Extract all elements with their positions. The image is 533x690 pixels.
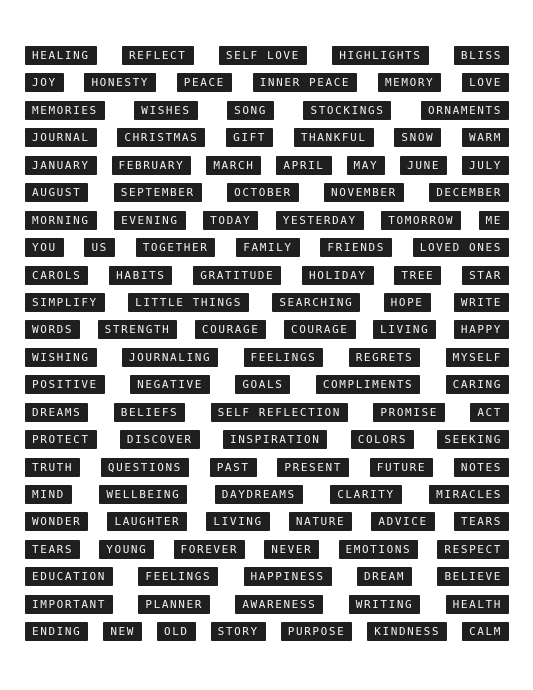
word-label: US bbox=[84, 238, 114, 257]
word-label: JOURNALING bbox=[122, 348, 218, 367]
word-label: MAY bbox=[347, 156, 386, 175]
word-label: NEW bbox=[103, 622, 142, 641]
word-label: CAROLS bbox=[25, 266, 88, 285]
word-label: ME bbox=[479, 211, 509, 230]
word-label: WONDER bbox=[25, 512, 88, 531]
word-label: TEARS bbox=[25, 540, 80, 559]
label-row bbox=[25, 595, 509, 614]
word-label: YOUNG bbox=[99, 540, 154, 559]
word-label: HAPPINESS bbox=[244, 567, 332, 586]
word-label: WRITING bbox=[349, 595, 421, 614]
word-label: GOALS bbox=[235, 375, 290, 394]
word-label: WISHING bbox=[25, 348, 97, 367]
label-row bbox=[25, 375, 509, 394]
word-label: ORNAMENTS bbox=[421, 101, 509, 120]
word-label: WORDS bbox=[25, 320, 80, 339]
word-label: SELF LOVE bbox=[219, 46, 307, 65]
word-label: YESTERDAY bbox=[276, 211, 364, 230]
word-label: TEARS bbox=[454, 512, 509, 531]
word-label: NOTES bbox=[454, 458, 509, 477]
word-label: COLORS bbox=[351, 430, 414, 449]
label-row bbox=[25, 567, 509, 586]
label-row bbox=[25, 320, 509, 339]
label-row bbox=[25, 238, 509, 257]
word-label: TRUTH bbox=[25, 458, 80, 477]
word-label: HOPE bbox=[384, 293, 431, 312]
word-label: MYSELF bbox=[446, 348, 509, 367]
word-label: SIMPLIFY bbox=[25, 293, 105, 312]
word-label: EVENING bbox=[114, 211, 186, 230]
label-row bbox=[25, 128, 509, 147]
word-label: HABITS bbox=[109, 266, 172, 285]
word-label: DREAM bbox=[357, 567, 412, 586]
word-label: FRIENDS bbox=[320, 238, 392, 257]
word-label: REGRETS bbox=[349, 348, 421, 367]
word-label: STRENGTH bbox=[98, 320, 178, 339]
label-sheet bbox=[25, 46, 509, 650]
word-label: DREAMS bbox=[25, 403, 88, 422]
word-label: EMOTIONS bbox=[339, 540, 419, 559]
word-label: GRATITUDE bbox=[193, 266, 281, 285]
label-row bbox=[25, 622, 509, 641]
word-label: PEACE bbox=[177, 73, 232, 92]
word-label: SEEKING bbox=[437, 430, 509, 449]
word-label: CLARITY bbox=[330, 485, 402, 504]
word-label: MARCH bbox=[206, 156, 261, 175]
word-label: MIND bbox=[25, 485, 72, 504]
word-label: HEALING bbox=[25, 46, 97, 65]
word-label: ADVICE bbox=[371, 512, 434, 531]
word-label: BELIEFS bbox=[114, 403, 186, 422]
word-label: PURPOSE bbox=[281, 622, 353, 641]
word-label: YOU bbox=[25, 238, 64, 257]
word-label: STOCKINGS bbox=[303, 101, 391, 120]
word-label: STAR bbox=[462, 266, 509, 285]
word-label: STORY bbox=[211, 622, 266, 641]
label-row bbox=[25, 73, 509, 92]
word-label: INNER PEACE bbox=[253, 73, 357, 92]
word-label: COURAGE bbox=[284, 320, 356, 339]
word-label: COMPLIMENTS bbox=[316, 375, 420, 394]
word-label: BLISS bbox=[454, 46, 509, 65]
word-label: CALM bbox=[462, 622, 509, 641]
word-label: SELF REFLECTION bbox=[211, 403, 348, 422]
word-label: PRESENT bbox=[277, 458, 349, 477]
word-label: PROMISE bbox=[373, 403, 445, 422]
word-label: AUGUST bbox=[25, 183, 88, 202]
word-label: TODAY bbox=[203, 211, 258, 230]
word-label: WELLBEING bbox=[99, 485, 187, 504]
word-label: HEALTH bbox=[446, 595, 509, 614]
label-row bbox=[25, 458, 509, 477]
word-label: SNOW bbox=[394, 128, 441, 147]
word-label: OCTOBER bbox=[227, 183, 299, 202]
label-row bbox=[25, 101, 509, 120]
word-label: TOMORROW bbox=[381, 211, 461, 230]
label-row bbox=[25, 512, 509, 531]
word-label: MORNING bbox=[25, 211, 97, 230]
word-label: HONESTY bbox=[84, 73, 156, 92]
label-row bbox=[25, 485, 509, 504]
word-label: BELIEVE bbox=[437, 567, 509, 586]
word-label: FEELINGS bbox=[138, 567, 218, 586]
word-label: JULY bbox=[462, 156, 509, 175]
word-label: QUESTIONS bbox=[101, 458, 189, 477]
word-label: LIVING bbox=[206, 512, 269, 531]
word-label: NOVEMBER bbox=[324, 183, 404, 202]
word-label: LOVE bbox=[462, 73, 509, 92]
word-label: PLANNER bbox=[138, 595, 210, 614]
word-label: FOREVER bbox=[174, 540, 246, 559]
word-label: JOURNAL bbox=[25, 128, 97, 147]
label-row bbox=[25, 430, 509, 449]
word-label: THANKFUL bbox=[294, 128, 374, 147]
word-label: WRITE bbox=[454, 293, 509, 312]
word-label: FEBRUARY bbox=[112, 156, 192, 175]
word-label: NATURE bbox=[289, 512, 352, 531]
word-label: WARM bbox=[462, 128, 509, 147]
word-label: JUNE bbox=[400, 156, 447, 175]
word-label: LOVED ONES bbox=[413, 238, 509, 257]
word-label: LAUGHTER bbox=[107, 512, 187, 531]
word-label: EDUCATION bbox=[25, 567, 113, 586]
word-label: OLD bbox=[157, 622, 196, 641]
word-label: INSPIRATION bbox=[223, 430, 327, 449]
word-label: FUTURE bbox=[370, 458, 433, 477]
word-label: AWARENESS bbox=[235, 595, 323, 614]
label-row bbox=[25, 156, 509, 175]
word-label: MEMORY bbox=[378, 73, 441, 92]
label-row bbox=[25, 46, 509, 65]
word-label: DECEMBER bbox=[429, 183, 509, 202]
word-label: HAPPY bbox=[454, 320, 509, 339]
word-label: POSITIVE bbox=[25, 375, 105, 394]
word-label: CHRISTMAS bbox=[117, 128, 205, 147]
word-label: SONG bbox=[227, 101, 274, 120]
word-label: COURAGE bbox=[195, 320, 267, 339]
word-label: HIGHLIGHTS bbox=[332, 46, 428, 65]
word-label: NEVER bbox=[264, 540, 319, 559]
word-label: HOLIDAY bbox=[302, 266, 374, 285]
label-row bbox=[25, 403, 509, 422]
word-label: DISCOVER bbox=[120, 430, 200, 449]
word-label: ACT bbox=[470, 403, 509, 422]
word-label: CARING bbox=[446, 375, 509, 394]
label-row bbox=[25, 211, 509, 230]
word-label: PROTECT bbox=[25, 430, 97, 449]
word-label: APRIL bbox=[276, 156, 331, 175]
word-label: GIFT bbox=[226, 128, 273, 147]
word-label: TREE bbox=[394, 266, 441, 285]
word-label: LITTLE THINGS bbox=[128, 293, 249, 312]
word-label: IMPORTANT bbox=[25, 595, 113, 614]
word-label: ENDING bbox=[25, 622, 88, 641]
label-row bbox=[25, 266, 509, 285]
word-label: TOGETHER bbox=[136, 238, 216, 257]
word-label: NEGATIVE bbox=[130, 375, 210, 394]
label-row bbox=[25, 183, 509, 202]
word-label: LIVING bbox=[373, 320, 436, 339]
word-label: FAMILY bbox=[236, 238, 299, 257]
word-label: REFLECT bbox=[122, 46, 194, 65]
word-label: FEELINGS bbox=[244, 348, 324, 367]
word-label: JOY bbox=[25, 73, 64, 92]
word-label: SEPTEMBER bbox=[114, 183, 202, 202]
word-label: DAYDREAMS bbox=[215, 485, 303, 504]
word-label: SEARCHING bbox=[272, 293, 360, 312]
word-label: MIRACLES bbox=[429, 485, 509, 504]
word-label: PAST bbox=[210, 458, 257, 477]
label-row bbox=[25, 540, 509, 559]
word-label: MEMORIES bbox=[25, 101, 105, 120]
word-label: KINDNESS bbox=[367, 622, 447, 641]
label-row bbox=[25, 293, 509, 312]
label-row bbox=[25, 348, 509, 367]
word-label: JANUARY bbox=[25, 156, 97, 175]
word-label: WISHES bbox=[134, 101, 197, 120]
word-label: RESPECT bbox=[437, 540, 509, 559]
